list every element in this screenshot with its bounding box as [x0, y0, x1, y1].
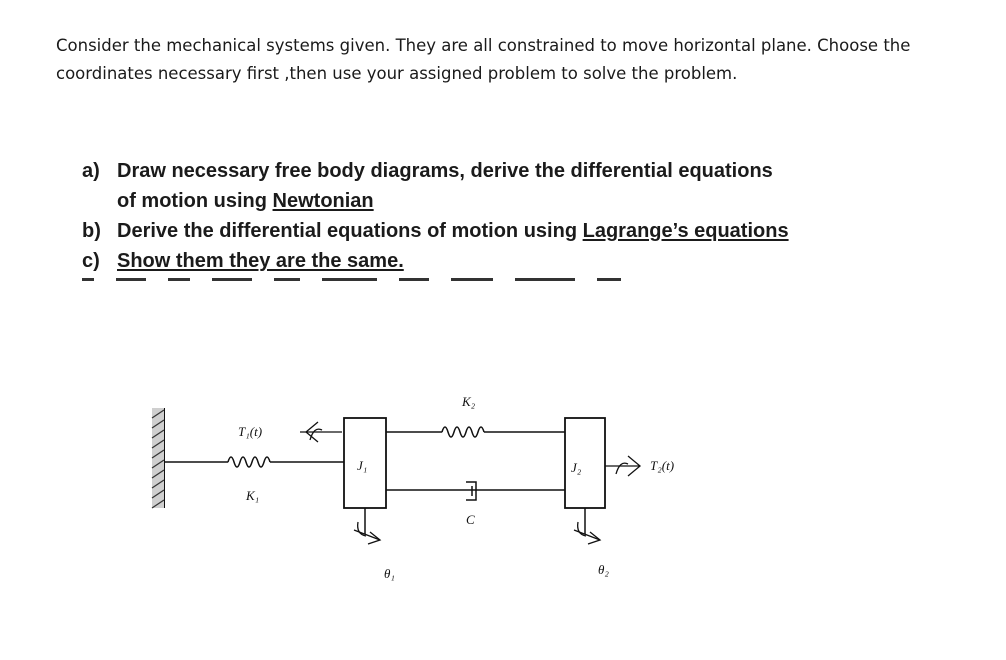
task-a-text: Draw necessary free body diagrams, derive the differential equations — [117, 160, 773, 182]
task-a-text-2 — [117, 186, 773, 216]
rotation-arrow-theta1-icon — [354, 522, 380, 544]
torque-t2-label: T₂(t) — [650, 458, 675, 473]
angle-theta1-label: θ₁ — [384, 566, 395, 581]
spring-k2 — [386, 427, 565, 437]
torque-arrow-t1-icon — [300, 422, 342, 442]
angle-theta2-label: θ₂ — [598, 562, 609, 577]
task-b-label: b) — [82, 220, 101, 242]
task-a-text-2-pre: of motion using — [117, 190, 273, 212]
intro-line-2: coordinates necessary first ,then use your assigned problem to solve the problem. — [56, 64, 738, 83]
task-c-text: Show them they are the same. — [117, 250, 404, 272]
spring-k2-label: K₂ — [462, 394, 476, 409]
damper-c — [386, 482, 565, 500]
task-c — [82, 246, 902, 276]
spring-k1 — [164, 457, 344, 467]
task-b-text: Derive the differential equations of motion using — [117, 220, 583, 242]
damper-c-label: C — [466, 512, 475, 527]
torque-arrow-t2-icon — [605, 456, 640, 476]
truncated-text-line — [82, 278, 682, 284]
task-list — [82, 156, 902, 276]
task-a-label: a) — [82, 160, 100, 182]
task-b — [82, 216, 902, 246]
mechanical-system-diagram — [140, 380, 720, 600]
spring-k1-label: K₁ — [246, 488, 260, 503]
intro-line-1: Consider the mechanical systems given. They are all constrained to move horizontal plane. Choose the — [56, 36, 911, 55]
fixed-wall — [152, 408, 164, 508]
task-a-link-newtonian[interactable]: Newtonian — [272, 190, 374, 212]
task-c-label: c) — [82, 250, 100, 272]
inertia-j2-label: J₂ — [571, 460, 582, 475]
inertia-j1-label: J₁ — [357, 458, 368, 473]
torque-t1-label: T₁(t) — [238, 424, 263, 439]
rotation-arrow-theta2-icon — [574, 522, 600, 544]
problem-intro — [56, 32, 956, 88]
task-b-link-lagrange[interactable]: Lagrange’s equations — [582, 220, 789, 242]
task-a — [82, 156, 902, 216]
